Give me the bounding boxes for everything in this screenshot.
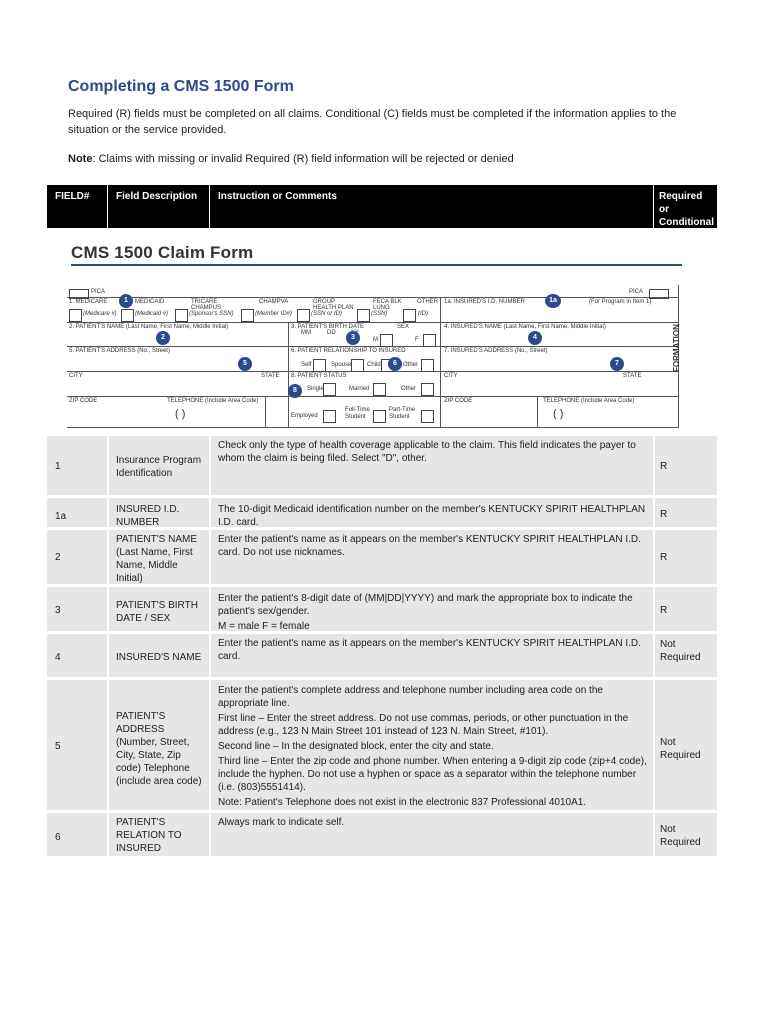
table-row xyxy=(47,813,717,856)
instr-line: Check only the type of health coverage applicable to the claim. This field indicates the payer to whom the claim is being filed. Select "D", other. xyxy=(218,440,636,464)
lbl-mm: MM xyxy=(301,330,311,336)
badge-4: 4 xyxy=(528,331,542,345)
lbl-champva: CHAMPVA xyxy=(259,299,289,305)
instr-line: Note: Patient's Telephone does not exist in the electronic 837 Professional 4010A1. xyxy=(218,797,587,808)
row-field: 2 xyxy=(55,552,61,563)
badge-1: 1 xyxy=(119,294,133,308)
chk-m xyxy=(380,334,393,347)
form-title: CMS 1500 Claim Form xyxy=(71,243,254,262)
chk-champva xyxy=(241,309,254,322)
row-instr-cell xyxy=(211,813,653,856)
row-desc: PATIENT'S NAME (Last Name, First Name, Middle Initial) xyxy=(116,534,197,584)
row-instr-cell xyxy=(211,436,653,495)
row-desc: PATIENT'S RELATION TO INSURED xyxy=(116,817,182,854)
lbl-single: Single xyxy=(307,386,324,392)
instr-line: The 10-digit Medicaid identification number on the member's KENTUCKY SPIRIT HEALTHPLAN I.D. card. xyxy=(218,504,646,528)
row-req: R xyxy=(660,552,668,563)
row-field-cell xyxy=(47,530,107,584)
instr-line: Always mark to indicate self. xyxy=(218,817,345,828)
lbl-insured-id: 1a. INSURED'S I.D. NUMBER xyxy=(444,299,525,305)
row-desc-cell xyxy=(109,680,209,810)
lbl-ssn-id: (SSN or ID) xyxy=(311,311,343,317)
badge-6: 6 xyxy=(388,357,402,371)
chk-parttime xyxy=(421,410,434,423)
row-field-cell xyxy=(47,587,107,631)
badge-8: 8 xyxy=(288,384,302,398)
lbl-married: Married xyxy=(349,386,370,392)
header-instr: Instruction or Comments xyxy=(218,191,337,202)
lbl-sex: SEX xyxy=(397,324,410,330)
lbl-other: OTHER xyxy=(417,299,438,305)
chk-single xyxy=(323,383,336,396)
row-desc-cell xyxy=(109,634,209,677)
badge-5: 5 xyxy=(238,357,252,371)
lbl-pt-name: 2. PATIENT'S NAME (Last Name, First Name, Middle Initial) xyxy=(69,324,229,330)
row-field: 5 xyxy=(55,741,61,752)
note-label: Note xyxy=(68,153,93,165)
row-instr xyxy=(218,503,648,531)
lbl-sponsor: (Sponsor's SSN) xyxy=(189,311,234,317)
lbl-employed: Employed xyxy=(291,413,318,419)
lbl-zip: ZIP CODE xyxy=(69,398,98,404)
lbl-rel-other: Other xyxy=(403,362,419,368)
page-title: Completing a CMS 1500 Form xyxy=(68,78,294,95)
row-desc-cell xyxy=(109,587,209,631)
header-req: Required or Conditional xyxy=(659,191,714,228)
table-row xyxy=(47,530,717,584)
lbl-telephone2: TELEPHONE (Include Area Code) xyxy=(543,398,635,404)
lbl-ins-addr: 7. INSURED'S ADDRESS (No., Street) xyxy=(444,348,548,354)
row-req-cell xyxy=(655,634,717,677)
row-req-cell xyxy=(655,813,717,856)
intro-text: Required (R) fields must be completed on all claims. Conditional (C) fields must be completed if the information applies to the situation or the service provided. xyxy=(68,108,677,136)
lbl-zip2: ZIP CODE xyxy=(444,398,473,404)
row-req-cell xyxy=(655,498,717,527)
row-instr-cell xyxy=(211,680,653,810)
table-row xyxy=(47,587,717,631)
instr-line: First line – Enter the street address. Do not use commas, periods, or other punctuation in the address (e.g., 123 N Main Street 101 instead of 123 N. Main Street, #101). xyxy=(218,713,629,737)
chk-feca xyxy=(357,309,370,322)
chk-medicaid xyxy=(121,309,134,322)
row-instr xyxy=(218,533,648,561)
table-row xyxy=(47,436,717,495)
instr-line: Enter the patient's name as it appears on the member's KENTUCKY SPIRIT HEALTHPLAN I.D. card. xyxy=(218,638,641,662)
row-field: 6 xyxy=(55,832,61,843)
lbl-fulltime: Full-Time Student xyxy=(345,407,370,420)
chk-f xyxy=(423,334,436,347)
lbl-id: (ID) xyxy=(418,311,428,317)
row-field-cell xyxy=(47,634,107,677)
lbl-ssn: (SSN) xyxy=(371,311,388,317)
instr-line: M = male F = female xyxy=(218,621,310,632)
row-instr xyxy=(218,637,648,665)
cms1500-form-image xyxy=(55,233,692,433)
lbl-parttime: Part-Time Student xyxy=(389,407,416,420)
form-vertical-label: FORMATION xyxy=(672,324,681,372)
row-req: R xyxy=(660,605,668,616)
chk-st-other xyxy=(421,383,434,396)
row-desc-cell xyxy=(109,530,209,584)
lbl-medicaid-no: (Medicaid #) xyxy=(135,311,169,317)
row-req: Not Required xyxy=(660,639,701,663)
lbl-for-program: (For Program in Item 1) xyxy=(589,299,652,305)
badge-3: 3 xyxy=(346,331,360,345)
chk-employed xyxy=(323,410,336,423)
instr-line: Second line – In the designated block, enter the city and state. xyxy=(218,741,494,752)
header-desc: Field Description xyxy=(116,191,198,202)
row-req: Not Required xyxy=(660,824,701,848)
lbl-child: Child xyxy=(367,362,381,368)
lbl-member-id: (Member ID#) xyxy=(255,311,293,317)
lbl-dd: DD xyxy=(327,330,336,336)
badge-7: 7 xyxy=(610,357,624,371)
note-body: : Claims with missing or invalid Required (R) field information will be rejected or denied xyxy=(92,153,514,165)
table-header xyxy=(47,185,717,228)
row-instr xyxy=(218,684,648,811)
lbl-medicare: 1. MEDICARE xyxy=(69,299,108,305)
instr-line: Enter the patient's complete address and telephone number including area code on the appropriate line. xyxy=(218,685,603,709)
lbl-ins-name: 4. INSURED'S NAME (Last Name, First Name, Middle Initial) xyxy=(444,324,606,330)
chk-tricare xyxy=(175,309,188,322)
lbl-pt-rel: 6. PATIENT RELATIONSHIP TO INSURED xyxy=(291,348,406,354)
lbl-spouse: Spouse xyxy=(331,362,352,368)
row-field: 3 xyxy=(55,605,61,616)
form-title-rule xyxy=(71,264,682,266)
table-row xyxy=(47,498,717,527)
pica-right: PICA xyxy=(629,289,644,295)
row-req-cell xyxy=(655,587,717,631)
row-field: 1a xyxy=(55,511,67,522)
lbl-medicaid: MEDICAID xyxy=(135,299,165,305)
note-text xyxy=(68,153,514,165)
row-req: R xyxy=(660,509,668,520)
row-instr-cell xyxy=(211,498,653,527)
row-req: Not Required xyxy=(660,737,701,761)
row-desc: PATIENT'S ADDRESS (Number, Street, City, State, Zip code) Telephone (include area code) xyxy=(116,711,202,787)
row-desc: Insurance Program Identification xyxy=(116,455,202,479)
chk-spouse xyxy=(351,359,364,372)
lbl-f: F xyxy=(415,337,419,343)
chk-rel-other xyxy=(421,359,434,372)
lbl-group: GROUP HEALTH PLAN xyxy=(313,299,354,311)
row-field: 4 xyxy=(55,652,61,663)
header-field: FIELD# xyxy=(55,191,90,202)
row-req-cell xyxy=(655,530,717,584)
row-desc-cell xyxy=(109,436,209,495)
row-field-cell xyxy=(47,680,107,810)
lbl-pt-birth: 3. PATIENT'S BIRTH DATE xyxy=(291,324,365,330)
lbl-medicare-no: (Medicare #) xyxy=(83,311,117,317)
row-instr xyxy=(218,816,648,831)
lbl-self: Self xyxy=(301,362,312,368)
lbl-st-other: Other xyxy=(401,386,417,392)
row-field: 1 xyxy=(55,461,61,472)
lbl-state: STATE xyxy=(261,373,280,379)
lbl-paren-left: ( ) xyxy=(175,408,186,420)
lbl-paren-right: ( ) xyxy=(553,408,564,420)
chk-medicare xyxy=(69,309,82,322)
chk-fulltime xyxy=(373,410,386,423)
row-instr-cell xyxy=(211,587,653,631)
row-field-cell xyxy=(47,498,107,527)
row-desc-cell xyxy=(109,498,209,527)
lbl-pt-status: 8. PATIENT STATUS xyxy=(291,373,347,379)
instr-line: Third line – Enter the zip code and phone number. When entering a 9-digit zip code (zip+4 code), include the hyphen. Do not use a hyphen or space as a separator within the telephone number (i.e. (803)5551414). xyxy=(218,756,647,793)
lbl-telephone: TELEPHONE (Include Area Code) xyxy=(167,398,259,404)
lbl-city: CITY xyxy=(69,373,83,379)
table-row xyxy=(47,680,717,810)
pica-left: PICA xyxy=(91,289,106,295)
badge-2: 2 xyxy=(156,331,170,345)
row-req-cell xyxy=(655,680,717,810)
table-row xyxy=(47,634,717,677)
instr-line: Enter the patient’s 8-digit date of (MM|DD|YYYY) and mark the appropriate box to indicate the patient's sex/gender. xyxy=(218,593,633,617)
row-field-cell xyxy=(47,436,107,495)
lbl-tricare: TRICARE CHAMPUS xyxy=(191,299,222,311)
badge-1a: 1a xyxy=(545,294,561,308)
row-desc-cell xyxy=(109,813,209,856)
row-desc: INSURED'S NAME xyxy=(116,652,202,663)
row-desc: INSURED I.D. NUMBER xyxy=(116,504,180,528)
lbl-m: M xyxy=(373,337,378,343)
lbl-city2: CITY xyxy=(444,373,458,379)
lbl-state2: STATE xyxy=(623,373,642,379)
row-field-cell xyxy=(47,813,107,856)
row-instr-cell xyxy=(211,530,653,584)
row-instr-cell xyxy=(211,634,653,677)
row-desc: PATIENT'S BIRTH DATE / SEX xyxy=(116,600,198,624)
chk-other xyxy=(403,309,416,322)
row-req: R xyxy=(660,461,668,472)
chk-married xyxy=(373,383,386,396)
instr-line: Enter the patient's name as it appears on the member's KENTUCKY SPIRIT HEALTHPLAN I.D. card. Do not use nicknames. xyxy=(218,534,641,558)
chk-group xyxy=(297,309,310,322)
row-req-cell xyxy=(655,436,717,495)
lbl-pt-addr: 5. PATIENT'S ADDRESS (No., Street) xyxy=(69,348,170,354)
row-instr xyxy=(218,592,648,635)
row-instr xyxy=(218,439,648,467)
lbl-feca: FECA BLK LUNG xyxy=(373,299,402,311)
chk-self xyxy=(313,359,326,372)
